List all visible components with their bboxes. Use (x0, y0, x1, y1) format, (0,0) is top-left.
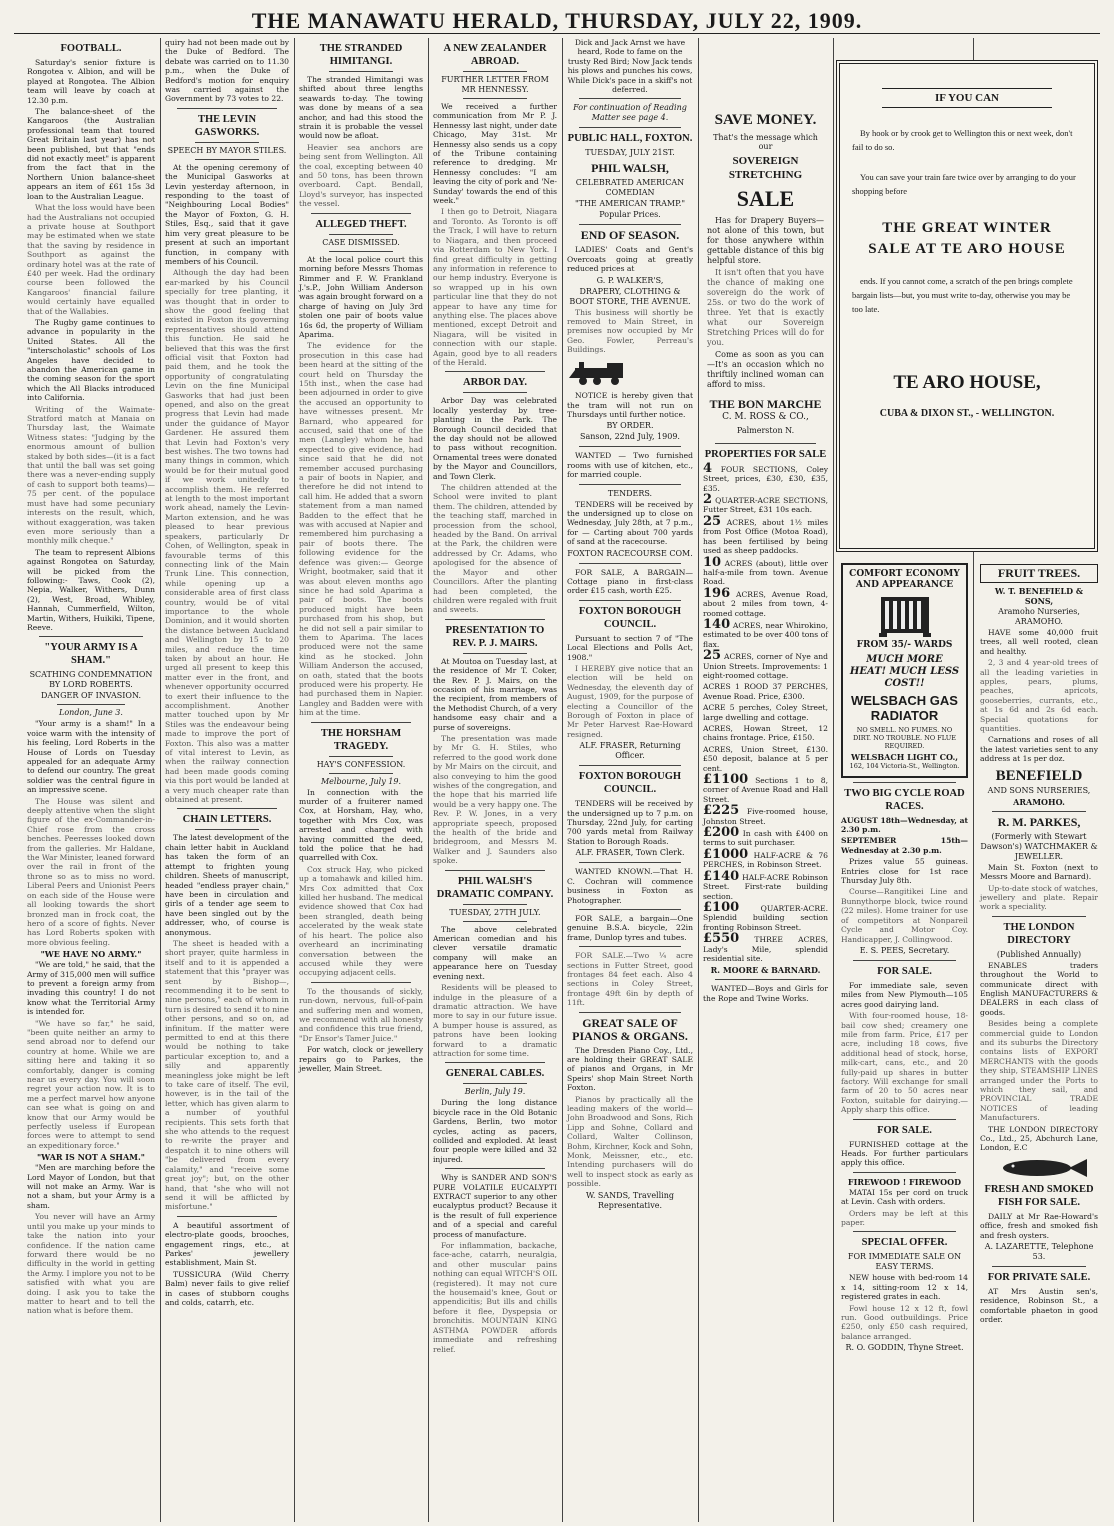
levin-subheading: SPEECH BY MAYOR STILES. (167, 145, 287, 155)
column-1 (22, 38, 160, 1522)
london-text: ENABLES traders throughout the World to communicate direct with English MANUFACTURERS & DEALERS in each class of goods. (980, 960, 1098, 1017)
army-text: "Your army is a sham!" In a voice warm with the intensity of his feeling, Lord Roberts in the House of Lords on Tuesday appealed for an adequate Army to defend our country. The great soldier was the central figure in an impressive scene. (27, 719, 155, 795)
arbor-text: Arbor Day was celebrated locally yesterday by tree-planting in the Park. The Borough Council decided that the day should not be allowed to pass without recognition. Ornamental trees were donated by the Mayor and Councillors, and Town Clerk. (433, 396, 557, 481)
fruit-heading: FRUIT TREES. (980, 564, 1098, 583)
ad-line: SOVEREIGN (732, 154, 799, 167)
ad-line: SALE AT TE ARO HOUSE (868, 241, 1066, 257)
column-4 (428, 38, 562, 1522)
property-listing: ACRE 5 perches, Coley Street, large dwelling and cottage. (703, 703, 828, 722)
notice-sign: BY ORDER. (606, 421, 654, 431)
article-filler: I HEREBY give notice that an election will be held on Wednesday, the eleventh day of August, 1909, for the purpose of electing a Councillor of the Borough of Foxton in place of Mr Peter Harvest Rae-Howard resigned. (567, 664, 693, 739)
football-text: Saturday's senior fixture is Rongotea v. Albion, and will be played at Rongotea. The Albion team will leave by coach at 12.30 p.m. (27, 58, 155, 105)
notice-text: NOTICE is hereby given that the tram will not run on Thursdays until further notice. (567, 391, 693, 419)
matai-text: MATAI 15s per cord on truck at Levin. Cash with orders. (841, 1187, 968, 1207)
ad-text: By hook or by crook get to Wellington this or next week, don't fail to do so. (852, 128, 1073, 152)
ad-line: MUCH MORE HEAT! MUCH LESS COST!! (849, 653, 960, 689)
property-listing: 25 ACRES, corner of Nye and Union Streets. Improvements: 1 eight-roomed cottage. (703, 648, 828, 680)
fish-text: DAILY at Mr Rae-Howard's office, fresh and smoked fish and fresh oysters. (980, 1211, 1098, 1240)
parkes-sub: (Formerly with Stewart Dawson's) WATCHMAKER & JEWELLER. (980, 831, 1098, 861)
tenders-heading: TENDERS. (607, 488, 653, 498)
nursery-location: Aramoho Nurseries, ARAMOHO. (998, 607, 1080, 626)
property-listing: £140 HALF-ACRE Robinson Street. First-rate building section. (703, 868, 828, 901)
army-heading: "YOUR ARMY IS A SHAM." (44, 642, 138, 667)
property-listing: ACRES, Union Street, £130. £50 deposit, balance at 5 per cent. (703, 744, 828, 773)
masthead-rule (14, 33, 1100, 34)
fish-heading: FRESH AND SMOKED FISH FOR SALE. (984, 1183, 1094, 1208)
wanted-known-text: WANTED KNOWN.—That H. C. Cochran will commence business in Foxton as Photographer. (567, 867, 693, 905)
article-filler: "We have so far," he said, "been quite neither an army to send abroad nor to defend our country at home. While we are sitting here and taking it so comfortably, danger is coming near us every day. You will soon regret your action now. It is to me a perfect marvel how anyone can see what is going on and know that our Army would be perfectly useless if European forces were to attempt to send an expeditionary force." (27, 1018, 155, 1150)
ad-text: Come as soon as you can—It's an occasion which no thriftily inclined woman can afford to miss. (707, 349, 824, 389)
property-listing: 2 QUARTER-ACRE SECTIONS, Futter Street, £31 10s each. (703, 492, 828, 515)
article-filler: I then go to Detroit, Niagara and Toronto. As Toronto is off the Track, I will have to return to Niagara, and then proceed via Rotterdam to New York. I find great difficulty in getting any information in reference to our hemp industry. Everyone is so wrapped up in his own particular line that they do not appear to have any time for anything else. The places above mentioned, except Detroit and Niagara, will be visited in connection with our staple. Again, good bye to all readers of the Herald. (433, 207, 557, 367)
special-subheading: FOR IMMEDIATE SALE ON EASY TERMS. (847, 1252, 962, 1272)
article-filler: Fowl house 12 x 12 ft, fowl run. Good outbuildings. Price £250, only £50 cash required, balance arranged. (841, 1303, 968, 1341)
forsale-heading: FOR SALE. (877, 1124, 932, 1136)
forsale-text: FURNISHED cottage at the Heads. For further particulars apply this office. (841, 1139, 968, 1168)
rugby-text: The Rugby game continues to advance in popularity in the United States. All the "interscholastic" schools of Los Angeles have decided to abandon the American game in the coming season for the sport which the All Blacks introduced into California. (27, 317, 155, 403)
sander-text: Why is SANDER AND SON'S PURE VOLATILE EUCALYPTI EXTRACT superior to any other eucalyptus product? Because it is the result of full experience and of a special and careful process of manufacture. (433, 1173, 557, 1239)
london-sub: (Published Annually) (996, 949, 1082, 959)
council2-sign: ALF. FRASER, Town Clerk. (575, 848, 685, 858)
bicycle-sale-text: FOR SALE, a bargain—One genuine B.S.A. bicycle, 22in frame, Dunlop tyres and tubes. (567, 913, 693, 942)
special-text: NEW house with bed-room 14 x 14, sitting-room 12 x 14, registered grates in each. (841, 1273, 968, 1302)
pianos-text: The Dresden Piano Coy., Ltd., are holding their GREAT SALE of pianos and Organs, in Mr Speirs' shop Main Street North Foxton. (567, 1045, 693, 1093)
forsale-heading: FOR SALE. (877, 965, 932, 977)
property-listing: 196 ACRES, Avenue Road, about 2 miles from town, 4-roomed cottage. (703, 585, 828, 618)
ad-line: STRETCHING (728, 169, 803, 182)
article-filler: Pianos by practically all the leading makers of the world—John Broadwood and Sons, Rich Lipp and Sohne, Collard and Collard, Walter Collinson, Bohm, Kirchner, Kock and Sohn, Monk, Meissner, etc., etc. Intending purchasers will do well to inspect stock as early as possible. (567, 1094, 693, 1189)
cycle-date: AUGUST 18th—Wednesday, at 2.30 p.m. (841, 815, 968, 835)
walker-name: G. P. WALKER'S, (596, 275, 664, 285)
property-listing: ACRES, Howan Street, 12 chains frontage. Price, £150. (703, 724, 828, 743)
wanted-text: WANTED—Boys and Girls for the Rope and Twine Works. (703, 984, 828, 1003)
column-2 (160, 38, 294, 1522)
ad-text: NO SMELL. NO FUMES. NO DIRT. NO TROUBLE. NO FLUE REQUIRED. (853, 725, 956, 750)
property-listing: £225 Five-roomed house, Johnston Street. (703, 803, 828, 826)
ad-text: That's the message which our (713, 133, 818, 152)
property-listing: 140 ACRES, near Whirokino, estimated to be over 400 tons of flax. (703, 616, 828, 649)
article-filler: The children attended at the School were invited to plant them. The children, attended by the teaching staff, marched in procession from the school, headed by the Band. On arrival at the Park, the children were addressed by Cr. Adams, who apologised for the absence of the Mayor and other Councillors. After the planting had been completed, the children were regaled with fruit and sweets. (433, 483, 557, 615)
ad-text: ends. If you cannot come, a scratch of the pen brings complete bargain lists—but, you must write to-day, otherwise you may be too late. (852, 276, 1073, 314)
ad-text: WELSBACH LIGHT CO., (850, 751, 959, 762)
ad-address: CUBA & DIXON ST., - WELLINGTON. (879, 408, 1055, 419)
army-subheading: "WE HAVE NO ARMY." (40, 949, 142, 960)
sovereign-sale-ad (703, 41, 828, 439)
nursery-title: BENEFIELD (995, 767, 1083, 784)
ad-filler: It isn't often that you have the chance of making one sovereign do the work of 25s. or two do the work of three. Yet that is exactly what our Sovereign Stretching Prices will do for you. (707, 267, 824, 347)
nursery-text: AND SONS NURSERIES, (987, 785, 1091, 795)
council2-text: TENDERS will be received by the undersigned up to 7 p.m. on Thursday, 22nd July, for carting 700 yards metal from Railway Station to Borough Roads. (567, 799, 693, 846)
council-heading: FOXTON BOROUGH COUNCIL. (578, 605, 682, 630)
london-sign: THE LONDON DIRECTORY Co., Ltd., 25, Abchurch Lane, London, E.C (980, 1124, 1098, 1153)
article-filler: Residents will be pleased to indulge in the pleasure of a dramatic attraction. We have more to say in our future issue. A bumper house is assured, as patrons have been looking forward to a dramatic attraction for some time. (433, 983, 557, 1058)
column-5 (562, 38, 698, 1522)
hall-performer: PHIL WALSH, (591, 161, 669, 176)
tussicura-text: TUSSICURA (Wild Cherry Balm) never fails to give relief in cases of stubborn coughs and colds, catarrh, etc. (165, 1269, 289, 1307)
article-filler: Up-to-date stock of watches, jewellery and plate. Repair work a speciality. (980, 883, 1098, 912)
army-text: "Men are marching before the Lord Mayor of London, but that will not make an Army. War is not a sham, but your Army is a sham. (27, 1163, 155, 1210)
article-filler: To the thousands of sickly, run-down, nervous, full-of-pain and suffering men and women, we recommend with all honesty and confidence this true friend, "Dr Ensor's Tamer Juice." (299, 986, 423, 1043)
ad-address: 162, 104 Victoria-St., Wellington. (849, 762, 960, 771)
walsh-heading: PHIL WALSH'S DRAMATIC COMPANY. (436, 875, 554, 900)
season-text: LADIES' Coats and Gent's Overcoats going at greatly reduced prices at (567, 245, 693, 274)
hall-heading: PUBLIC HALL, FOXTON. (567, 133, 693, 145)
fish-icon (989, 1157, 1089, 1179)
property-listing: 10 ACRES (about), little over half-a-mile from town. Avenue Road. (703, 554, 828, 587)
article-filler: Cox struck Hay, who picked up a tomahawk and killed him. Mrs Cox admitted that Cox killed her husband. The medical evidence showed that Cox had been strangled, death being accelerated by the weak state of his heart. The police also overheard an incriminating conversation between the accused while they were occupying adjacent cells. (299, 864, 423, 978)
hall-date: TUESDAY, JULY 21ST. (585, 148, 675, 158)
army-subheading: SCATHING CONDEMNATION BY LORD ROBERTS. (29, 670, 153, 690)
horsham-subheading: HAY'S CONFESSION. (316, 759, 406, 769)
walker-store: DRAPERY, CLOTHING & BOOT STORE, THE AVENUE. (569, 286, 691, 306)
nz-subheading: FURTHER LETTER FROM MR HENNESSY. (441, 75, 549, 94)
chain-text: The latest development of the chain letter habit in Auckland has taken the form of an attempt to frighten young children. Sheets of manuscript, headed "endless prayer chain," have been in circulation and girls of a tender age seem to have been singled out by the addresser, who, of course is anonymous. (165, 833, 289, 937)
parkes-heading: R. M. PARKES, (997, 814, 1081, 829)
article-filler: Although the day had been ear-marked by his Council specially for tree planting, it was thought that in order to show the good feeling that existed in Foxton its governing representatives should attend this function. He said he believed that this was the first official visit that Foxton had paid them, and he took the opportunity of congratulating Levin on the fine Municipal Gasworks that had just been opened, and also on the great progress that Levin had made under the guidance of Mayor Gardener. He assured them that Levin had Foxton's very best wishes. The two towns had many things in common, which would be for their mutual good if we work unitedly to accomplish them. He referred at length to the most important work ahead, namely the Levin-Marton extension, and he was pleased to hear previous speakers, particularly Dr Cohen, of Wellington, speak in favourable terms of this connecting link of the Main Trunk Line. This connection, while opening up a considerable area of first class country, would be of vital importance to the whole Dominion, and it would shorten the distance between Auckland and Wellington by 15 to 20 miles, and reduce the time taken by about an hour. He urged all present to keep this matter ever in the front, and whenever opportunity occurred to exert their influence to the accomplishment. Another matter touched upon by Mr Stiles was the endeavour being made to improve the port of Foxton. This also was a matter of vital interest to Levin, as when the railway connection had been made goods coming via this port would be landed at a very much cheaper rate than obtained at present. (165, 268, 289, 805)
article-filler: The presentation was made by Mr G. H. Stiles, who referred to the good work done by Mr Mairs on the circuit, and also conveying to him the good wishes of the congregation, and the hope that his married life would be a very happy one. The Rev. P. W. Jones, in a very appropriate speech, proposed the health of the bride and bridegroom, and Messrs M. Walker and J. Saunders also spoke. (433, 733, 557, 866)
council-text: Pursuant to section 7 of "The Local Elections and Polls Act, 1908." (567, 633, 693, 662)
tenders-sign: FOXTON RACECOURSE COM. (567, 548, 693, 558)
himitangi-text: The stranded Himitangi was shifted about three lengths seawards to-day. The towing was done by means of a sea anchor, and had this stood the strain it is probable the vessel would now be afloat. (299, 75, 423, 141)
walsh-text: The above celebrated American comedian and his clever versatile dramatic company will make an appearance here on Tuesday evening next. (433, 924, 557, 981)
article-filler: The sheet is headed with a short prayer, quite harmless in itself and to it is appended a statement that this "prayer was sent by Bishop—, recommending it to be sent to nine persons," each of whom in turn is desired to send it to nine other persons, and so on, ad infinitum. If the matter were permitted to end at this there would be nothing to take particular exception to, and a silly and apparently meaningless joke might be left to take care of itself. The evil, however, is in the tail of the letter, which has given alarm to a number of youthful recipients. This sets forth that she who attends to the request to re-write the prayer and despatch it to nine others will "be delivered from every calamity," and "receive some great joy"; but, on the other hand, that "she who will not send it will be afflicted by misfortune." (165, 938, 289, 1212)
column-divider (833, 38, 834, 1522)
property-listing: £550 THREE ACRES, Lady's Mile, splendid residential site. (703, 931, 828, 963)
london-heading: THE LONDON DIRECTORY (1003, 921, 1075, 946)
property-listing: 25 ACRES, about 1½ miles from Post Office (Motoa Road), has been fertilised by being used as sheep paddocks. (703, 513, 829, 556)
theft-subheading: CASE DISMISSED. (322, 237, 400, 247)
kangaroos-text: The balance-sheet of the Kangaroos (the Australian professional team that toured Great Britain last year) has not been published, but that "ends did not exactly meet" is apparent from the fact that in the Northern Union balance-sheet appears an item of £61 15s 3d loan to the Australian League. (27, 107, 155, 201)
article-filler: Course—Rangitikei Line and Bunnythorpe block, twice round (22 miles). Home trainer for use of competitors at Nonpareil Cycle and Motor Coy. Handicapper, J. Collingwood. (841, 887, 968, 944)
article-filler: With four-roomed house, 18-bail cow shed; creamery one mile from farm. Price, £17 per acre, including 18 cows, five additional head of stock, horse, milk-cart, cans, etc., and 20 fully-paid up shares in butter factory. Will exchange for small farm of 20 to 50 acres near Foxton, suitable for dairying.—Apply sharp this office. (841, 1011, 968, 1115)
jeweller-text: A beautiful assortment of electro-plate goods, brooches, engagement rings, etc., at Parkes' jewellery establishment, Main St. (165, 1220, 289, 1268)
theft-heading: ALLEGED THEFT. (315, 218, 407, 230)
article-filler: The House was silent and deeply attentive when the slight figure of the ex-Commander-in-Chief rose from the cross benches. Peeresses looked down from the galleries. Mr Haldane, the War Minister, leaned forward over the rail in front of the throne so as to miss no word. Liberal Peers and Unionist Peers on each side of the House were all looking towards the short bronzed man in frock coat, the hero of a score of fights. Never has Lord Roberts spoken with more obvious feeling. (27, 796, 155, 947)
cables-heading: GENERAL CABLES. (445, 1068, 545, 1080)
cycle-heading: TWO BIG CYCLE ROAD RACES. (844, 787, 965, 812)
pianos-heading: GREAT SALE OF PIANOS & ORGANS. (572, 1015, 688, 1043)
parkes-text: Main St. Foxton (next to Messrs Moore and Barnard). (980, 862, 1098, 882)
ad-text: C. M. ROSS & CO., (722, 412, 809, 423)
dateline: Berlin, July 19. (464, 1087, 526, 1097)
fruit-text: HAVE some 40,000 fruit trees, all well rooted, clean and healthy. (980, 628, 1098, 656)
agent-name: R. MOORE & BARNARD. (710, 965, 821, 976)
army-text: "We are told," he said, that the Army of 315,000 men will suffice to prevent a foreign army from invading this country! I do not know what the Territorial Army is intended for. (27, 960, 155, 1017)
walsh-subheading: TUESDAY, 27TH JULY. (449, 907, 541, 917)
hall-prices: Popular Prices. (599, 210, 661, 220)
hall-description: CELEBRATED AMERICAN COMEDIAN (575, 178, 685, 198)
article-filler: Writing of the Waimate-Stratford match at Manaia on Thursday last, the Waimate Witness states: "Judging by the enormous amount of bullion staked by both sides—(it is a fact that until the ball was set going there was a never-ending supply of cash to support both teams)—75 per cent. of the populace must have had some pecuniary interests on the result, which, without exaggeration, was taken even more seriously than a monthly milk cheque." (27, 404, 155, 546)
property-listing: £200 In cash with £400 on terms to suit purchaser. (703, 825, 828, 848)
nursery-name: W. T. BENEFIELD & SONS, (994, 586, 1084, 606)
property-listing: £1000 HALF-ACRE & 76 PERCHES, in Robinson Street. (703, 846, 828, 870)
ad-title: WELSBACH GAS RADIATOR (851, 692, 958, 723)
ad-text: Has for Drapery Buyers—not alone of this town, but for those anywhere within gettable distance of this big helpful store. (707, 215, 824, 265)
council2-heading: FOXTON BOROUGH COUNCIL. (578, 771, 682, 796)
fish-sign: A. LAZARETTE, Telephone 53. (984, 1242, 1094, 1262)
ad-title: COMFORT ECONOMY AND APPEARANCE (849, 569, 960, 590)
dateline: Melbourne, July 19. (320, 776, 402, 786)
ad-line: THE GREAT WINTER (882, 220, 1052, 236)
article-filler: Heavier sea anchors are being sent from Wellington. All the coal, excepting between 40 and 50 tons, has been thrown overboard. Capt. Bendall, Lloyd's surveyor, has inspected the vessel. (299, 142, 423, 209)
season-heading: END OF SEASON. (580, 228, 680, 243)
arbor-heading: ARBOR DAY. (463, 377, 527, 389)
article-filler: Besides being a complete commercial guide to London and its suburbs the Directory contains lists of EXPORT MERCHANTS with the goods they ship, STEAMSHIP LINES arranged under the Ports to which they sail, and PROVINCIAL TRADE NOTICES of leading Manufacturers. (980, 1019, 1098, 1123)
cables-text: During the long distance bicycle race in the Old Botanic Gardens, Berlin, two motor cycles, acting as pacers, collided and exploded. At least four people were killed and 32 injured. (433, 1098, 557, 1164)
gas-radiator-icon (875, 591, 935, 639)
team-text: The team to represent Albions against Rongotea on Saturday, will be picked from the following:- Taws, Cook (2), Nepia, Walker, Withers, Dunn (2), West, Broad, Whibley, Hannah, Cummerfield, Wilton, Martin, Withers, Huikiki, Tipene, Reeve. (27, 547, 155, 632)
ad-title: SAVE MONEY. (714, 112, 817, 128)
dateline: London, June 3. (59, 708, 123, 718)
column-7 (836, 560, 973, 1520)
property-listing: £100 QUARTER-ACRE. Splendid building section fronting Robinson Street. (703, 899, 828, 932)
article-filler: FOR SALE.—Two ¼ acre sections in Futter Street, good frontages 84 feet each. Also 4 sections in Coley Street, frontage 49ft 6in by depth of 11ft. (567, 951, 693, 1008)
tenders-text: TENDERS will be received by the undersigned up to close on Wednesday, July 28th, at 7 p.m., for — Carting about 700 yards of sand at the racecourse. (567, 499, 693, 547)
levin-text: At the opening ceremony of the Municipal Gasworks at Levin yesterday afternoon, in responding to the toast of "Neighbouring Local Bodies" the Mayor of Foxton, G. H. Stiles, Esq., said that it gave him very great pleasure to be present at such an important function, in company with members of his Council. (165, 162, 289, 266)
nursery-text: ARAMOHO. (1013, 796, 1065, 807)
presentation-text: At Moutoa on Tuesday last, at the residence of Mr T. Coker, the Rev. P. J. Mairs, on the occasion of his marriage, was the recipient, from members of the Methodist Church, of a very handsome easy chair and a purse of sovereigns. (433, 656, 557, 732)
article-filler: What the loss would have been had the Australians not occupied a private house at Southport may be estimated when we state that the saving by residence in Southport as against the ordinary hotel was at the rate of £40 per week. Had the ordinary course been followed the Kangaroos' financial failure would certainly have equalled that of the Wallabies. (27, 203, 155, 316)
army-subheading: "WAR IS NOT A SHAM." (37, 1152, 145, 1163)
ad-title: TE ARO HOUSE, (893, 372, 1041, 393)
te-aro-house-ad (836, 60, 1098, 552)
firewood-heading: FIREWOOD ! FIREWOOD (847, 1176, 962, 1187)
divider (39, 636, 143, 637)
column-8 (975, 560, 1103, 1520)
ad-title: IF YOU CAN (882, 88, 1052, 108)
football-heading: FOOTBALL. (60, 43, 122, 54)
notice-date: Sanson, 22nd July, 1909. (580, 432, 680, 442)
horsham-text: In connection with the murder of a fruiterer named Cox, at Horsham, Hay, who, together with Mrs Cox, was arrested and charged with having committed the deed, told the police that he had quarrelled with Cox. (299, 787, 423, 863)
poem: Dick and Jack Arnst we have heard, Rode to fame on the trusty Red Bird; Now Jack tends his plows and punches his cows, While Dick's pace in a skiff's not deferred. (567, 38, 693, 95)
property-listing: ACRES 1 ROOD 37 PERCHES, Avenue Road. Price, £300. (703, 682, 828, 701)
ad-price: FROM 35/- WARDS (856, 640, 953, 651)
property-listing: 4 FOUR SECTIONS, Coley Street, prices, £30, £30, £35, £35. (703, 460, 828, 493)
chain-heading: CHAIN LETTERS. (182, 814, 272, 826)
welsbach-ad (841, 563, 968, 778)
cycle-date: SEPTEMBER 15th—Wednesday at 2.30 p.m. (841, 836, 968, 855)
ad-text: You can save your train fare twice over by arranging to do your shopping before (852, 172, 1076, 196)
nz-text: We received a further communication from Mr P. J. Hennessy last night, under date Chicago, May 31st. Mr Hennessy also sends us a copy of the Tribune containing reference to dredging. Mr Hennessy concludes: "I am leaving the city of pork and 'Ne-Sunday' towards the end of this week." (433, 102, 557, 206)
article-filler: For inflammation, backache, face-ache, catarrh, neuralgia, and other muscular pains nothing can equal WITCH'S OIL (registered). It may not cure the housemaid's knee, Gout or appendicitis; But ills and chills before it flee, Dyspepsia or bronchitis. MOUNTAIN KING ASTHMA POWDER affords immediate and refreshing relief. (433, 1241, 557, 1354)
continuation-note: For continuation of Reading Matter see page 4. (573, 103, 687, 123)
nz-heading: A NEW ZEALANDER ABROAD. (443, 43, 547, 67)
piano-sale-text: FOR SALE, A BARGAIN— Cottage piano in first-class order £15 cash, worth £25. (567, 567, 693, 596)
fruit-text: Carnations and roses of all the latest varieties sent to any address at 1s per doz. (980, 735, 1098, 764)
parkes-text: For watch, clock or jewellery repairs go to Parkes, the jeweller, Main Street. (299, 1045, 423, 1073)
properties-heading: PROPERTIES FOR SALE (704, 448, 827, 460)
council-sign: ALF. FRASER, Returning Officer. (579, 741, 681, 761)
ad-title: THE BON MARCHE (709, 396, 822, 411)
article-filler: You never will have an Army until you make up your minds to take the nation into your confidence. If the nation came forward there would be no difficulty in the world in getting the Army. I implore you not to be satisfied with what you are doing. I ask you to take the matter to heart and to tell the nation what is before them. (27, 1212, 155, 1316)
property-listing: £1100 Sections 1 to 8, corner of Avenue Road and Hall Street. (703, 772, 828, 804)
article-filler: Orders may be left at this paper. (841, 1208, 968, 1228)
private-sale-text: AT Mrs Austin sen's, residence, Robinson St., a comfortable phaeton in good order. (980, 1287, 1098, 1325)
cycle-text: Prizes value 55 guineas. Entries close for 1st race Thursday July 8th. (841, 857, 968, 886)
article-filler: This business will shortly be removed to Main Street, in premises now occupied by Mr Geo. Fowler, Perreau's Buildings. (567, 307, 693, 355)
theft-text: At the local police court this morning before Messrs Thomas Rimmer and F. W. Frankland J.'s.P., John William Anderson was again brought forward on a charge of having on July 3rd stolen one pair of boots value 16s 6d, the property of William Aparima. (299, 254, 423, 339)
special-heading: SPECIAL OFFER. (861, 1237, 948, 1249)
locomotive-icon (567, 360, 637, 386)
ad-line: SALE (736, 185, 795, 211)
column-6 (698, 38, 833, 1522)
special-sign: R. O. GODDIN, Thyne Street. (845, 1343, 964, 1353)
article-text: quiry had not been made out by the Duke of Bedford. The debate was carried on to 11.30 p.m., when the Duke of Bedford's motion for enquiry was carried against the Government by 73 votes to 22. (165, 38, 289, 104)
masthead: THE MANAWATU HERALD, THURSDAY, JULY 22, 1909. (251, 8, 863, 33)
himitangi-heading: THE STRANDED HIMITANGI. (319, 43, 403, 67)
hall-play: "THE AMERICAN TRAMP." (574, 199, 686, 209)
article-filler: The evidence for the prosecution in this case had been heard at the sitting of the court held on Thursday the 15th inst., when the case had been adjourned in order to give the accused an opportunity to have witnesses present. Mr Barnard, who appeared for accused, said that one of the men (Langley) whom he had expected to give evidence, had since said that he did not remember accused purchasing a pair of boots in Napier, and therefore he did not intend to call him. He added that a sworn statement from a man named Badden to the effect that he was with accused at Napier and remembered him purchasing a pair of boots there. The following evidence for the defence was given:— George Wright, bootmaker, said that it was about eleven months ago since he had sold Aparima a pair of boots. The boots produced might have been purchased from his shop, but he did not sell a pair similar to them to Aparima. The laces produced were not the same kind as he stocked. John William Anderson the accused, on oath, stated that the boots produced were his property. He had purchased them in Napier. Langley and Badden were with him at the time. (299, 341, 423, 718)
horsham-heading: THE HORSHAM TRAGEDY. (320, 727, 402, 752)
column-3 (294, 38, 428, 1522)
presentation-heading: PRESENTATION TO REV. P. J. MAIRS. (445, 624, 545, 649)
forsale-text: For immediate sale, seven miles from New Plymouth—105 acres good dairying land. (841, 980, 968, 1009)
cycle-sign: E. S. PEES, Secretary. (859, 945, 950, 955)
levin-heading: THE LEVIN GASWORKS. (194, 113, 260, 138)
wanted-text: WANTED — Two furnished rooms with use of kitchen, etc., for married couple. (567, 451, 693, 480)
private-sale-heading: FOR PRIVATE SALE. (987, 1272, 1091, 1284)
article-filler: 2, 3 and 4 year-old trees of all the leading varieties in apples, pears, plums, peaches, apricots, gooseberries, currants, etc., at 1s 6d and 2s 6d each. Special quotations for quantities. (980, 658, 1098, 734)
pianos-sign: W. SANDS, Travelling Representative. (586, 1190, 674, 1210)
ad-text: Palmerston N. (736, 426, 795, 436)
army-subheading: DANGER OF INVASION. (40, 691, 142, 701)
